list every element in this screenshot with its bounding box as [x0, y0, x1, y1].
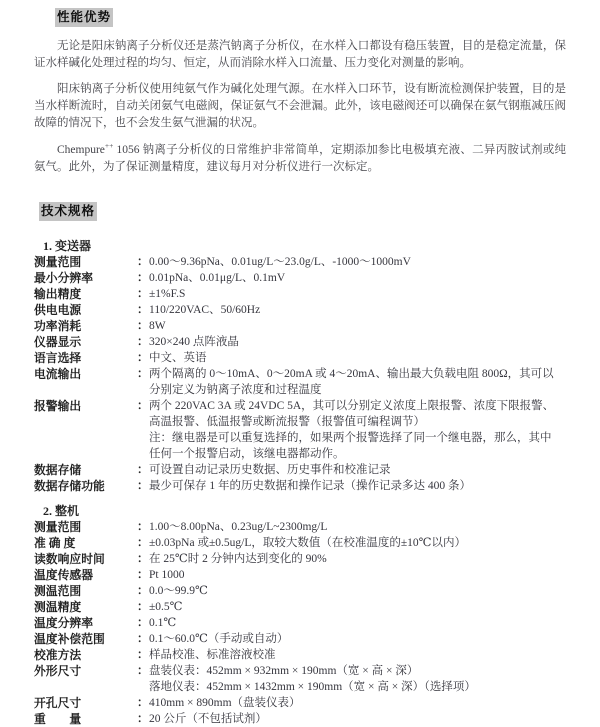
spec-row — [34, 286, 566, 302]
spec-value-line: 在 25℃时 2 分钟内达到变化的 90% — [149, 553, 327, 565]
spec-label: 仪器显示 — [34, 335, 82, 349]
spec-colon: ： — [137, 352, 149, 364]
spec-value — [149, 711, 566, 727]
spec-value — [149, 535, 566, 551]
spec-value — [149, 631, 566, 647]
spec-label: 功率消耗 — [34, 319, 82, 333]
spec-section-transmitter — [34, 238, 566, 494]
spec-row — [34, 615, 566, 631]
spec-row — [34, 478, 566, 494]
spec-value — [149, 398, 566, 462]
spec-row — [34, 567, 566, 583]
spec-value-line: 样品校准、标准溶液校准 — [149, 649, 276, 661]
spec-value — [149, 695, 566, 711]
spec-colon: ： — [137, 649, 149, 661]
spec-row — [34, 398, 566, 462]
spec-row — [34, 318, 566, 334]
spec-colon: ： — [137, 400, 149, 412]
spec-row — [34, 599, 566, 615]
paragraph-ammonia-valve: 阳床钠离子分析仪使用纯氨气作为碱化处理气源。在水样入口环节，设有断流检测保护装置，目的是当水样断流时，自动关闭氨气电磁阀，保证氨气不会泄漏。此外，该电磁阀还可以确保在氨气钢瓶减压阀故障的情况下，也不会发生氨气泄漏的状况。 — [34, 83, 566, 129]
spec-row — [34, 302, 566, 318]
heading-performance-advantages-wrap — [55, 8, 566, 27]
spec-value-line: 0.01pNa、0.01μg/L、0.1mV — [149, 272, 286, 284]
spec-row — [34, 631, 566, 647]
spec-value — [149, 350, 566, 366]
spec-rows-complete-unit — [34, 519, 566, 727]
spec-value-line: 1.00～8.00pNa、0.23ug/L~2300mg/L — [149, 521, 328, 533]
spec-label: 外形尺寸 — [34, 664, 82, 678]
spec-value — [149, 318, 566, 334]
spec-value-line: 最少可保存 1 年的历史数据和操作记录（操作记录多达 400 条） — [149, 480, 471, 492]
spec-colon: ： — [137, 272, 149, 284]
brand-name: Chempure — [57, 144, 105, 156]
spec-label: 读数响应时间 — [34, 552, 105, 566]
spec-colon: ： — [137, 537, 149, 549]
spec-value-line: 落地仪表：452mm × 1432mm × 190mm（宽 × 高 × 深）（选择项） — [149, 681, 476, 693]
spec-colon: ： — [137, 288, 149, 300]
spec-value-line: 0.1℃ — [149, 617, 177, 629]
spec-row — [34, 350, 566, 366]
spec-colon: ： — [137, 585, 149, 597]
spec-value-line: 110/220VAC、50/60Hz — [149, 304, 261, 316]
spec-value-line: 0.1～60.0℃（手动或自动） — [149, 633, 289, 645]
spec-value-line: 任何一个报警启动，该继电器都动作。 — [149, 448, 345, 460]
spec-value — [149, 615, 566, 631]
spec-label: 测温范围 — [34, 584, 82, 598]
spec-value-line: 8W — [149, 320, 166, 332]
spec-value-line: 0.0～99.9℃ — [149, 585, 208, 597]
spec-value-line: 两个隔离的 0～10mA、0～20mA 或 4～20mA、输出最大负载电阻 800Ω，其可以 — [149, 368, 554, 380]
spec-value — [149, 334, 566, 350]
spec-label: 输出精度 — [34, 287, 82, 301]
spec-value-line: 410mm × 890mm（盘装仪表） — [149, 697, 301, 709]
spec-colon: ： — [137, 256, 149, 268]
spec-value — [149, 583, 566, 599]
spec-row — [34, 462, 566, 478]
spec-row — [34, 254, 566, 270]
spec-label: 温度传感器 — [34, 568, 93, 582]
spec-colon: ： — [137, 320, 149, 332]
spec-value-line: 中文、英语 — [149, 352, 207, 364]
spec-value-line: 20 公斤（不包括试剂） — [149, 713, 267, 725]
spec-row — [34, 334, 566, 350]
spec-colon: ： — [137, 617, 149, 629]
spec-label: 数据存储 — [34, 463, 82, 477]
spec-value-line: ±0.03pNa 或±0.5ug/L，取较大数值（在校准温度的±10℃以内） — [149, 537, 467, 549]
spec-section-title-complete-unit: 2. 整机 — [43, 504, 80, 518]
spec-row — [34, 270, 566, 286]
spec-value-line: ±0.5℃ — [149, 601, 183, 613]
spec-value — [149, 286, 566, 302]
paragraph-maintenance-text: 1056 钠离子分析仪的日常维护非常简单，定期添加参比电极填充液、二异丙胺试剂或纯氨气。此外，为了保证测量精度，建议每月对分析仪进行一次标定。 — [34, 144, 566, 173]
spec-label: 语言选择 — [34, 351, 82, 365]
spec-value — [149, 551, 566, 567]
paragraph-maintenance — [34, 142, 566, 176]
spec-value — [149, 478, 566, 494]
spec-row — [34, 366, 566, 398]
spec-colon: ： — [137, 464, 149, 476]
spec-value — [149, 647, 566, 663]
spec-value — [149, 519, 566, 535]
spec-value-line: Pt 1000 — [149, 569, 185, 581]
spec-label: 准 确 度 — [34, 536, 76, 550]
spec-value — [149, 599, 566, 615]
spec-value-line: 0.00～9.36pNa、0.01ug/L～23.0g/L、-1000～1000mV — [149, 256, 411, 268]
heading-performance-advantages: 性能优势 — [55, 8, 113, 27]
spec-value-line: 注：继电器是可以重复选择的，如果两个报警选择了同一个继电器，那么，其中 — [149, 432, 552, 444]
spec-colon: ： — [137, 697, 149, 709]
spec-value — [149, 663, 566, 695]
spec-row — [34, 695, 566, 711]
heading-technical-specs: 技术规格 — [39, 202, 97, 221]
spec-label: 温度分辨率 — [34, 616, 93, 630]
spec-value-line: 两个 220VAC 3A 或 24VDC 5A，其可以分别定义浓度上限报警、浓度下限报警、 — [149, 400, 555, 412]
spec-row — [34, 519, 566, 535]
spec-colon: ： — [137, 553, 149, 565]
spec-colon: ： — [137, 521, 149, 533]
spec-label: 供电电源 — [34, 303, 82, 317]
heading-technical-specs-wrap — [39, 202, 566, 221]
spec-value — [149, 254, 566, 270]
spec-colon: ： — [137, 368, 149, 380]
spec-label: 测量范围 — [34, 255, 82, 269]
spec-colon: ： — [137, 480, 149, 492]
spec-label: 开孔尺寸 — [34, 696, 82, 710]
spec-section-title-transmitter: 1. 变送器 — [43, 239, 92, 253]
spec-label: 最小分辨率 — [34, 271, 93, 285]
spec-value-line: 高温报警、低温报警或断流报警（报警值可编程调节） — [149, 416, 425, 428]
spec-colon: ： — [137, 336, 149, 348]
spec-colon: ： — [137, 601, 149, 613]
spec-label: 数据存储功能 — [34, 479, 105, 493]
spec-value — [149, 270, 566, 286]
paragraph-pressure-stabilizer: 无论是阳床钠离子分析仪还是蒸汽钠离子分析仪，在水样入口都设有稳压装置，目的是稳定流量，保证水样碱化处理过程的均匀、恒定，从而消除水样入口流量、压力变化对测量的影响。 — [34, 40, 566, 69]
brand-superscript: ++ — [104, 141, 114, 151]
spec-value-line: ±1%F.S — [149, 288, 186, 300]
spec-label: 报警输出 — [34, 399, 82, 413]
spec-value — [149, 366, 566, 398]
spec-label: 测量范围 — [34, 520, 82, 534]
spec-value — [149, 567, 566, 583]
spec-label: 测温精度 — [34, 600, 82, 614]
spec-value-line: 可设置自动记录历史数据、历史事件和校准记录 — [149, 464, 391, 476]
spec-row — [34, 583, 566, 599]
spec-label: 电流输出 — [34, 367, 82, 381]
spec-row — [34, 663, 566, 695]
spec-row — [34, 711, 566, 727]
spec-label: 重 量 — [34, 712, 82, 726]
spec-value-line: 盘装仪表：452mm × 932mm × 190mm（宽 × 高 × 深） — [149, 665, 419, 677]
spec-row — [34, 647, 566, 663]
spec-row — [34, 535, 566, 551]
spec-colon: ： — [137, 665, 149, 677]
spec-label: 校准方法 — [34, 648, 82, 662]
spec-value — [149, 462, 566, 478]
spec-colon: ： — [137, 569, 149, 581]
spec-section-complete-unit — [34, 503, 566, 727]
spec-colon: ： — [137, 304, 149, 316]
spec-row — [34, 551, 566, 567]
spec-label: 温度补偿范围 — [34, 632, 105, 646]
spec-value — [149, 302, 566, 318]
spec-colon: ： — [137, 633, 149, 645]
spec-value-line: 320×240 点阵液晶 — [149, 336, 239, 348]
spec-colon: ： — [137, 713, 149, 725]
spec-value-line: 分别定义为钠离子浓度和过程温度 — [149, 384, 322, 396]
spec-rows-transmitter — [34, 254, 566, 494]
